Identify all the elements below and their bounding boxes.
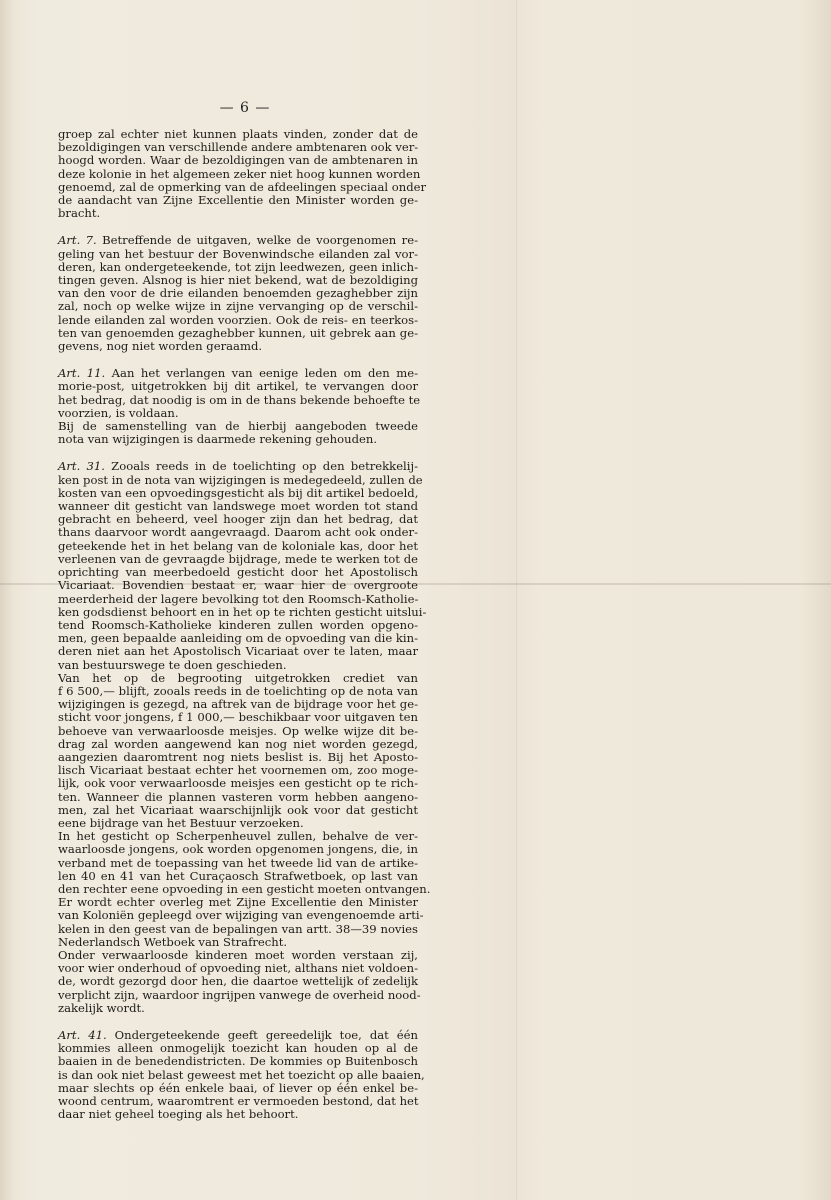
article-label: Art. 31. bbox=[58, 459, 105, 474]
text-line-content: Bij de samenstelling van de hierbij aangeboden tweede bbox=[58, 419, 418, 434]
paper-crease bbox=[516, 0, 517, 1200]
text-line-content: verleenen van de gevraagde bijdrage, mede te werken tot de bbox=[58, 551, 418, 566]
text-line-content: Betreffende de uitgaven, welke de voorgenomen re- bbox=[96, 233, 418, 248]
text-line-content: ten van genoemden gezaghebber kunnen, uit gebrek aan ge- bbox=[58, 325, 418, 340]
text-line-content: maar slechts op één enkele baai, of liever op één enkel be- bbox=[58, 1080, 418, 1095]
text-line-content: geteekende het in het belang van de koloniale kas, door het bbox=[58, 538, 418, 553]
text-line-content: baaien in de benedendistricten. De kommies op Buitenbosch bbox=[58, 1054, 418, 1069]
text-line-content: len 40 en 41 van het Curaçaosch Strafwetboek, op last van bbox=[58, 868, 418, 883]
text-line bbox=[58, 194, 418, 207]
text-line-content: kommies alleen onmogelijk toezicht kan houden op al de bbox=[58, 1041, 418, 1056]
text-line-content: oprichting van meerbedoeld gesticht door het Apostolisch bbox=[58, 565, 418, 580]
text-line-content: Ondergeteekende geeft gereedelijk toe, dat één bbox=[106, 1028, 418, 1042]
text-line-content: Nederlandsch Wetboek van Strafrecht. bbox=[58, 934, 288, 949]
text-line-content: is dan ook niet belast geweest met het toezicht op alle baaien, bbox=[58, 1067, 425, 1082]
text-line bbox=[58, 207, 418, 220]
text-line-content: lisch Vicariaat bestaat echter het voornemen om, zoo moge- bbox=[58, 763, 418, 778]
text-line-content: Onder verwaarloosde kinderen moet worden verstaan zij, bbox=[58, 947, 418, 962]
text-line-content: groep zal echter niet kunnen plaats vinden, zonder dat de bbox=[58, 127, 418, 141]
text-line-content: voor wier onderhoud of opvoeding niet, althans niet voldoen- bbox=[58, 961, 418, 976]
text-line-content: verplicht zijn, waardoor ingrijpen vanwege de overheid nood- bbox=[58, 987, 421, 1002]
text-line-content: men, zal het Vicariaat waarschijnlijk ook voor dat gesticht bbox=[58, 802, 418, 817]
text-line bbox=[58, 433, 418, 446]
text-line-content: bracht. bbox=[58, 206, 101, 221]
text-line-content: zal, noch op welke wijze in zijne vervanging op de verschil- bbox=[58, 299, 418, 314]
text-line-content: gebracht en beheerd, veel hooger zijn dan het bedrag, dat bbox=[58, 512, 418, 527]
text-line-content: voorzien, is voldaan. bbox=[58, 405, 179, 420]
page-number: — 6 — bbox=[219, 100, 271, 116]
text-line-content: lijk, ook voor verwaarloosde meisjes een gesticht op te rich- bbox=[58, 776, 418, 791]
paragraph-gap bbox=[58, 220, 418, 234]
text-line-content: deze kolonie in het algemeen zeker niet hoog kunnen worden bbox=[58, 166, 421, 181]
text-line-content: van Koloniën gepleegd over wijziging van evengenoemde arti- bbox=[58, 908, 424, 923]
text-line-content: Zooals reeds in de toelichting op den betrekkelij- bbox=[104, 459, 418, 474]
document-body bbox=[58, 127, 431, 1122]
text-line-content: zakelijk wordt. bbox=[58, 1000, 145, 1015]
text-line-content: nota van wijzigingen is daarmede rekening gehouden. bbox=[58, 432, 378, 447]
text-line-content: van den voor de drie eilanden benoemden gezaghebber zijn bbox=[58, 286, 418, 301]
text-line-content: deren niet aan het Apostolisch Vicariaat over te laten, maar bbox=[58, 644, 418, 659]
article-label: Art. 11. bbox=[58, 366, 106, 381]
text-line-content: den rechter eene opvoeding in een gesticht moeten ontvangen. bbox=[58, 881, 431, 896]
text-line-content: sticht voor jongens, f 1 000,— beschikbaar voor uitgaven ten bbox=[58, 710, 418, 725]
text-line-content: f 6 500,— blijft, zooals reeds in de toelichting op de nota van bbox=[58, 683, 418, 698]
paragraph-gap bbox=[58, 446, 418, 460]
text-line-content: morie-post, uitgetrokken bij dit artikel, te vervangen door bbox=[58, 379, 418, 394]
text-line-content: tingen geven. Alsnog is hier niet bekend, wat de bezoldiging bbox=[58, 273, 418, 288]
text-line-content: men, geen bepaalde aanleiding om de opvoeding van die kin- bbox=[58, 631, 418, 646]
text-line-content: geling van het bestuur der Bovenwindsche eilanden zal vor- bbox=[58, 246, 418, 261]
text-line-content: ken post in de nota van wijzigingen is medegedeeld, zullen de bbox=[58, 472, 423, 487]
text-line-content: waarloosde jongens, ook worden opgenomen jongens, die, in bbox=[58, 842, 418, 857]
text-line-content: de, wordt gezorgd door hen, die daartoe wettelijk of zedelijk bbox=[58, 974, 418, 989]
text-line-content: drag zal worden aangewend kan nog niet worden gezegd, bbox=[58, 736, 418, 751]
text-line bbox=[58, 1002, 418, 1015]
paragraph-gap bbox=[58, 1015, 418, 1029]
text-line-content: hoogd worden. Waar de bezoldigingen van de ambtenaren in bbox=[58, 153, 418, 168]
text-line-content: meerderheid der lagere bevolking tot den Roomsch-Katholie- bbox=[58, 591, 419, 606]
text-line-content: thans daarvoor wordt aangevraagd. Daarom acht ook onder- bbox=[58, 525, 418, 540]
text-line-content: verband met de toepassing van het tweede lid van de artike- bbox=[58, 855, 418, 870]
text-line-content: aangezien daaromtrent nog niets beslist is. Bij het Aposto- bbox=[58, 749, 418, 764]
text-line-content: het bedrag, dat noodig is om in de thans bekende behoefte te bbox=[58, 392, 421, 407]
text-line-content: Er wordt echter overleg met Zijne Excellentie den Minister bbox=[58, 895, 418, 910]
text-line-content: wijzigingen is gezegd, na aftrek van de bijdrage voor het ge- bbox=[58, 697, 418, 712]
text-line-content: de aandacht van Zijne Excellentie den Minister worden ge- bbox=[58, 193, 418, 208]
text-line-content: lende eilanden zal worden voorzien. Ook de reis- en teerkos- bbox=[58, 312, 418, 327]
text-line-content: wanneer dit gesticht van landswege moet worden tot stand bbox=[58, 499, 418, 514]
text-line-content: eene bijdrage van het Bestuur verzoeken. bbox=[58, 815, 304, 830]
text-line-content: tend Roomsch-Katholieke kinderen zullen worden opgeno- bbox=[58, 617, 418, 632]
text-line-content: deren, kan ondergeteekende, tot zijn leedwezen, geen inlich- bbox=[58, 259, 418, 274]
text-line-content: Aan het verlangen van eenige leden om den me- bbox=[105, 366, 418, 381]
text-line-content: kosten van een opvoedingsgesticht als bij dit artikel bedoeld, bbox=[58, 485, 419, 500]
text-line-content: ken godsdienst behoort en in het op te richten gesticht uitslui- bbox=[58, 604, 427, 619]
text-line bbox=[58, 1108, 418, 1121]
article-label: Art. 7. bbox=[58, 233, 97, 248]
text-line-content: van bestuurswege te doen geschieden. bbox=[58, 657, 287, 672]
text-line-content: daar niet geheel toeging als het behoort. bbox=[58, 1107, 299, 1122]
text-line-content: kelen in den geest van de bepalingen van artt. 38—39 novies bbox=[58, 921, 418, 936]
text-line-content: behoeve van verwaarloosde meisjes. Op welke wijze dit be- bbox=[58, 723, 418, 738]
text-line-content: gevens, nog niet worden geraamd. bbox=[58, 339, 263, 354]
text-line-content: ten. Wanneer die plannen vasteren vorm hebben aangeno- bbox=[58, 789, 418, 804]
article-label: Art. 41. bbox=[58, 1028, 107, 1042]
text-line bbox=[58, 340, 418, 353]
text-line-content: bezoldigingen van verschillende andere ambtenaren ook ver- bbox=[58, 140, 419, 155]
text-line-content: In het gesticht op Scherpenheuvel zullen, behalve de ver- bbox=[58, 829, 418, 844]
text-line-content: woond centrum, waaromtrent er vermoeden bestond, dat het bbox=[58, 1094, 419, 1109]
text-line-content: Vicariaat. Bovendien bestaat er, waar hier de overgroote bbox=[58, 578, 418, 593]
paragraph-gap bbox=[58, 353, 418, 367]
text-line-content: Van het op de begrooting uitgetrokken crediet van bbox=[58, 670, 418, 685]
text-line-content: genoemd, zal de opmerking van de afdeelingen speciaal onder bbox=[58, 179, 427, 194]
